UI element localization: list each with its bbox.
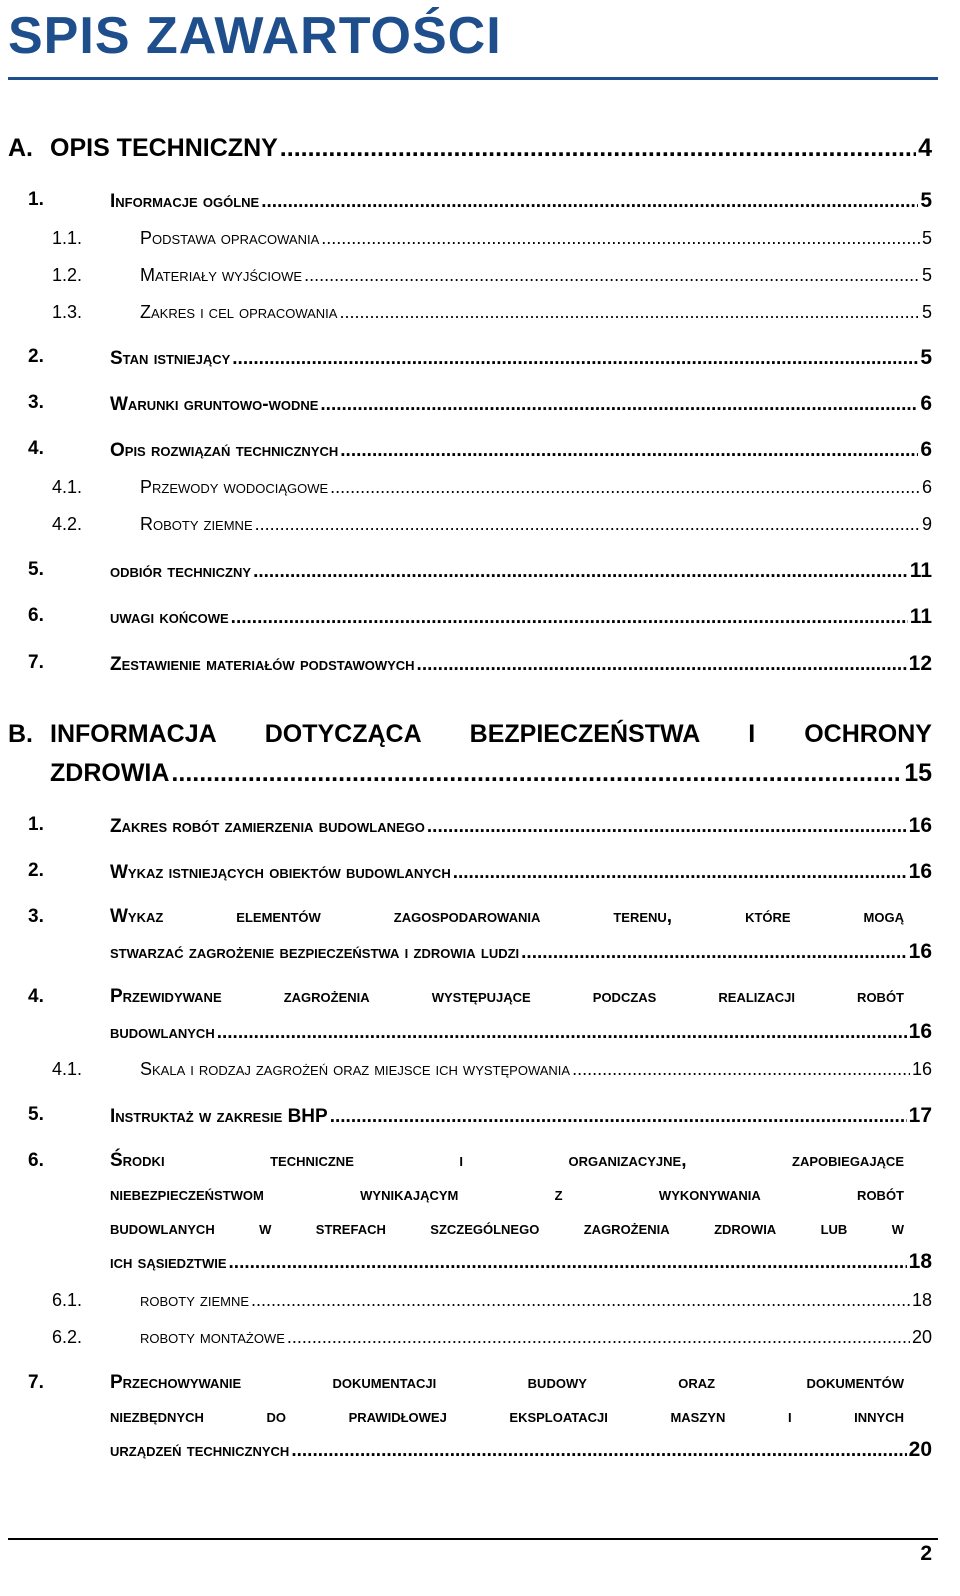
toc-entry-a-1[interactable] xyxy=(110,189,932,213)
toc-entry-a-4-2[interactable] xyxy=(140,514,932,535)
toc-entry-a-7[interactable] xyxy=(110,652,932,676)
toc-number: 5. xyxy=(28,559,44,580)
toc-entry-text: budowlanych w strefach szczególnego zagrożenia zdrowia lub w xyxy=(110,1218,905,1239)
toc-page-number: 12 xyxy=(908,652,932,675)
toc-entry-b-4-1[interactable] xyxy=(140,1059,932,1080)
toc-entry-text: Środki techniczne i organizacyjne, zapobiegające xyxy=(110,1150,904,1171)
toc-page-number: 11 xyxy=(909,559,932,582)
toc-entry-b-6-line2[interactable] xyxy=(110,1184,904,1206)
toc-number: 3. xyxy=(28,906,44,927)
toc-entry-b-2[interactable] xyxy=(110,860,932,884)
toc-page-number: 4 xyxy=(918,134,932,162)
toc-page-number: 18 xyxy=(911,1290,932,1310)
toc-entry-b-6[interactable] xyxy=(110,1250,932,1274)
toc-page-number: 16 xyxy=(911,1059,932,1079)
toc-entry-a-5[interactable] xyxy=(110,559,932,583)
toc-entry-a-1-1[interactable] xyxy=(140,228,932,249)
toc-entry-text: Opis rozwiązań technicznych xyxy=(110,440,339,461)
toc-entry-text: Zakres i cel opracowania xyxy=(140,302,338,322)
toc-entry-text: Roboty ziemne xyxy=(140,514,253,534)
toc-entry-b-4[interactable] xyxy=(110,1020,932,1044)
title-underline xyxy=(8,77,938,80)
toc-number: 1.2. xyxy=(52,265,83,285)
toc-page-number: 5 xyxy=(921,228,932,248)
toc-page-number: 15 xyxy=(904,759,932,787)
toc-page-number: 16 xyxy=(908,1020,932,1043)
toc-number: 1.1. xyxy=(52,228,83,248)
toc-entry-a-3[interactable] xyxy=(110,392,932,416)
toc-number: 2. xyxy=(28,346,44,367)
page-number: 2 xyxy=(920,1542,932,1565)
toc-entry-b-6-1[interactable] xyxy=(140,1290,932,1311)
toc-entry-text: odbiór techniczny xyxy=(110,561,252,582)
toc-number: 6. xyxy=(28,1150,44,1171)
toc-entry-a-4-1[interactable] xyxy=(140,477,932,498)
toc-entry-text: niebezpieczeństwom wynikającym z wykonywania robót xyxy=(110,1184,904,1205)
toc-number: 1. xyxy=(28,189,44,210)
toc-page-number: 16 xyxy=(908,814,932,837)
toc-entry-text: urządzeń technicznych xyxy=(110,1440,290,1461)
toc-entry-text: budowlanych xyxy=(110,1022,215,1043)
toc-number: A. xyxy=(8,134,33,162)
toc-entry-b-7[interactable] xyxy=(110,1438,932,1462)
toc-number: 4.1. xyxy=(52,477,83,497)
toc-entry-text: Informacje ogólne xyxy=(110,191,260,212)
page-title: SPIS ZAWARTOŚCI xyxy=(8,7,502,65)
toc-page-number: 18 xyxy=(908,1250,932,1273)
toc-entry-b-3-line1[interactable] xyxy=(110,906,904,928)
toc-entry-text: Materiały wyjściowe xyxy=(140,265,303,285)
toc-entry-text: Instruktaż w zakresie BHP xyxy=(110,1106,328,1127)
toc-number: 4. xyxy=(28,986,44,1007)
toc-number: B. xyxy=(8,720,33,748)
toc-page-number: 6 xyxy=(920,438,932,461)
toc-page-number: 5 xyxy=(921,265,932,285)
toc-entry-b-7-line2[interactable] xyxy=(110,1406,904,1428)
toc-page-number: 20 xyxy=(908,1438,932,1461)
toc-entry-text: ich sąsiedztwie xyxy=(110,1252,227,1273)
toc-entry-a-6[interactable] xyxy=(110,605,932,629)
toc-entry-section-a[interactable] xyxy=(50,134,932,163)
toc-number: 3. xyxy=(28,392,44,413)
toc-entry-b-4-line1[interactable] xyxy=(110,986,904,1008)
toc-entry-text: roboty ziemne xyxy=(140,1290,250,1310)
toc-number: 7. xyxy=(28,1372,44,1393)
toc-entry-text: Podstawa opracowania xyxy=(140,228,320,248)
toc-page-number: 9 xyxy=(921,514,932,534)
toc-number: 4.1. xyxy=(52,1059,83,1079)
toc-entry-b-6-line3[interactable] xyxy=(110,1218,904,1240)
toc-entry-a-1-3[interactable] xyxy=(140,302,932,323)
toc-entry-text: roboty montażowe xyxy=(140,1327,285,1347)
toc-entry-text: uwagi końcowe xyxy=(110,607,229,628)
toc-entry-text: Zestawienie materiałów podstawowych xyxy=(110,654,415,675)
toc-entry-text: niezbędnych do prawidłowej eksploatacji maszyn i innych xyxy=(110,1406,904,1427)
toc-page-number: 20 xyxy=(911,1327,932,1347)
toc-entry-text: stwarzać zagrożenie bezpieczeństwa i zdrowia ludzi xyxy=(110,942,520,963)
toc-number: 6.1. xyxy=(52,1290,83,1310)
toc-entry-b-3[interactable] xyxy=(110,940,932,964)
toc-entry-b-5[interactable] xyxy=(110,1104,932,1128)
toc-page-number: 16 xyxy=(908,940,932,963)
toc-entry-text: ZDROWIA xyxy=(50,759,170,787)
toc-entry-section-b[interactable] xyxy=(50,759,932,788)
toc-page-number: 6 xyxy=(920,392,932,415)
toc-entry-text: Przewody wodociągowe xyxy=(140,477,329,497)
toc-entry-a-2[interactable] xyxy=(110,346,932,370)
toc-entry-b-1[interactable] xyxy=(110,814,932,838)
toc-number: 1.3. xyxy=(52,302,83,322)
footer-rule xyxy=(8,1538,938,1540)
toc-entry-text: Zakres robót zamierzenia budowlanego xyxy=(110,816,425,837)
toc-number: 4.2. xyxy=(52,514,83,534)
toc-entry-text: Skala i rodzaj zagrożeń oraz miejsce ich występowania xyxy=(140,1059,571,1079)
toc-page-number: 5 xyxy=(920,346,932,369)
toc-number: 4. xyxy=(28,438,44,459)
toc-entry-text: Warunki gruntowo-wodne xyxy=(110,394,319,415)
toc-entry-b-6-line1[interactable] xyxy=(110,1150,904,1172)
toc-page-number: 11 xyxy=(909,605,932,628)
toc-entry-text: Wykaz elementów zagospodarowania terenu, które mogą xyxy=(110,906,904,927)
toc-number: 5. xyxy=(28,1104,44,1125)
toc-entry-text: Przechowywanie dokumentacji budowy oraz dokumentów xyxy=(110,1372,904,1393)
toc-number: 6.2. xyxy=(52,1327,83,1347)
toc-entry-text: INFORMACJA DOTYCZĄCA BEZPIECZEŃSTWA I OCHRONY xyxy=(50,720,932,748)
toc-page-number: 16 xyxy=(908,860,932,883)
toc-entry-b-6-2[interactable] xyxy=(140,1327,932,1348)
toc-entry-text: Przewidywane zagrożenia występujące podczas realizacji robót xyxy=(110,986,904,1007)
toc-number: 2. xyxy=(28,860,44,881)
toc-entry-a-1-2[interactable] xyxy=(140,265,932,286)
toc-entry-a-4[interactable] xyxy=(110,438,932,462)
toc-entry-b-7-line1[interactable] xyxy=(110,1372,904,1394)
toc-page-number: 5 xyxy=(920,189,932,212)
toc-page-number: 17 xyxy=(908,1104,932,1127)
toc-page-number: 6 xyxy=(921,477,932,497)
toc-page-number: 5 xyxy=(921,302,932,322)
toc-entry-text: Stan istniejący xyxy=(110,348,231,369)
toc-entry-section-b-line1[interactable] xyxy=(50,720,932,749)
toc-entry-text: OPIS TECHNICZNY xyxy=(50,134,278,162)
toc-number: 6. xyxy=(28,605,44,626)
toc-number: 1. xyxy=(28,814,44,835)
toc-number: 7. xyxy=(28,652,44,673)
toc-entry-text: Wykaz istniejących obiektów budowlanych xyxy=(110,862,451,883)
